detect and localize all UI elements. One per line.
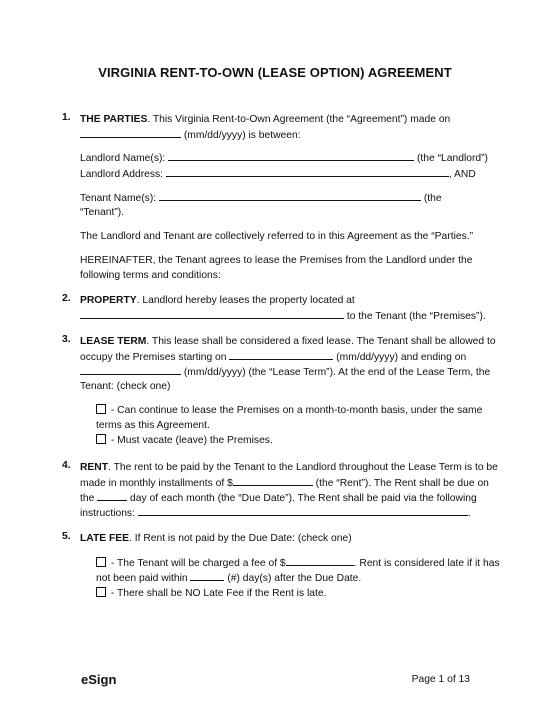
checkbox[interactable] bbox=[96, 587, 106, 597]
section-heading: PROPERTY bbox=[80, 295, 137, 306]
field-suffix: (the bbox=[420, 193, 442, 204]
hereinafter-line-1: HEREINAFTER, the Tenant agrees to lease the Premises from the Landlord under the bbox=[80, 255, 473, 266]
section-text: (the “Rent”). The Rent shall be due on bbox=[312, 478, 489, 489]
parties-note: The Landlord and Tenant are collectively referred to in this Agreement as the “Parties.” bbox=[80, 231, 474, 242]
field-label: Landlord Address: bbox=[80, 169, 166, 180]
tenant-name-line-2: “Tenant”). bbox=[80, 207, 125, 218]
section-4-line-4 bbox=[80, 505, 471, 522]
option-vacate bbox=[96, 433, 273, 449]
checkbox[interactable] bbox=[96, 404, 106, 414]
grace-days-blank[interactable] bbox=[190, 570, 224, 581]
option-text: - There shall be NO Late Fee if the Rent is late. bbox=[108, 588, 327, 599]
section-text: to the Tenant (the “Premises”). bbox=[344, 311, 486, 322]
section-3-line-1 bbox=[80, 334, 496, 350]
start-date-blank[interactable] bbox=[229, 349, 333, 360]
tenant-name-blank[interactable] bbox=[159, 190, 421, 201]
field-label: Tenant Name(s): bbox=[80, 193, 159, 204]
tenant-name-line bbox=[80, 190, 442, 207]
option-month-to-month-line-2: terms as this Agreement. bbox=[96, 420, 210, 431]
section-1-line-1 bbox=[80, 112, 450, 128]
section-number: 5. bbox=[62, 531, 71, 542]
section-text: (mm/dd/yyyy) and ending on bbox=[333, 352, 467, 363]
rent-amount-blank[interactable] bbox=[233, 475, 313, 486]
landlord-name-blank[interactable] bbox=[168, 150, 414, 161]
section-heading: LATE FEE bbox=[80, 533, 130, 544]
option-text: - Can continue to lease the Premises on a month-to-month basis, under the same bbox=[108, 405, 483, 416]
field-suffix: , AND bbox=[448, 169, 476, 180]
option-late-fee-line-2 bbox=[96, 570, 361, 587]
document-title: VIRGINIA RENT-TO-OWN (LEASE OPTION) AGREEMENT bbox=[98, 65, 452, 80]
section-text: occupy the Premises starting on bbox=[80, 352, 230, 363]
section-text: instructions: bbox=[80, 508, 138, 519]
section-5-line-1 bbox=[80, 531, 352, 547]
section-2-line-1 bbox=[80, 293, 355, 309]
option-text: - The Tenant will be charged a fee of $ bbox=[108, 558, 286, 569]
option-month-to-month bbox=[96, 403, 482, 419]
section-4-line-1 bbox=[80, 460, 498, 476]
section-1-line-2 bbox=[80, 127, 301, 144]
section-text: . This lease shall be considered a fixed lease. The Tenant shall be allowed to bbox=[146, 336, 496, 347]
option-text: not been paid within bbox=[96, 573, 191, 584]
landlord-name-line bbox=[80, 150, 488, 167]
end-date-blank[interactable] bbox=[80, 364, 181, 375]
option-text: (#) day(s) after the Due Date. bbox=[224, 573, 362, 584]
date-blank[interactable] bbox=[80, 127, 181, 138]
field-label: Landlord Name(s): bbox=[80, 153, 169, 164]
section-heading: LEASE TERM bbox=[80, 336, 147, 347]
checkbox[interactable] bbox=[96, 557, 106, 567]
section-text: . Landlord hereby leases the property located at bbox=[136, 295, 355, 306]
section-text: (mm/dd/yyyy) is between: bbox=[181, 130, 301, 141]
section-text: the bbox=[80, 493, 98, 504]
due-day-blank[interactable] bbox=[97, 490, 127, 501]
section-number: 1. bbox=[62, 112, 71, 123]
checkbox[interactable] bbox=[96, 434, 106, 444]
payment-instructions-blank[interactable] bbox=[138, 505, 468, 516]
property-address-blank[interactable] bbox=[80, 308, 344, 319]
section-text: . The rent to be paid by the Tenant to the Landlord throughout the Lease Term is to be bbox=[108, 462, 498, 473]
option-text: - Must vacate (leave) the Premises. bbox=[108, 435, 273, 446]
landlord-address-line bbox=[80, 166, 476, 183]
section-heading: THE PARTIES bbox=[80, 114, 148, 125]
landlord-address-blank[interactable] bbox=[166, 166, 449, 177]
option-no-late-fee bbox=[96, 586, 326, 602]
section-text: . If Rent is not paid by the Due Date: (check one) bbox=[129, 533, 352, 544]
section-number: 2. bbox=[62, 293, 71, 304]
section-text: (mm/dd/yyyy) (the “Lease Term”). At the end of the Lease Term, the bbox=[181, 367, 491, 378]
section-text: day of each month (the “Due Date”). The Rent shall be paid via the following bbox=[127, 493, 477, 504]
section-text: . bbox=[467, 508, 471, 519]
hereinafter-line-2: following terms and conditions: bbox=[80, 270, 221, 281]
field-suffix: (the “Landlord”) bbox=[414, 153, 488, 164]
esign-logo: eSign bbox=[81, 672, 117, 687]
section-number: 4. bbox=[62, 460, 71, 471]
section-number: 3. bbox=[62, 334, 71, 345]
section-2-line-2 bbox=[80, 308, 486, 325]
section-text: made in monthly installments of $ bbox=[80, 478, 233, 489]
late-fee-amount-blank[interactable] bbox=[286, 555, 354, 566]
section-heading: RENT bbox=[80, 462, 109, 473]
option-text: . Rent is considered late if it has bbox=[353, 558, 500, 569]
section-3-line-4: Tenant: (check one) bbox=[80, 381, 171, 392]
section-text: . This Virginia Rent-to-Own Agreement (the “Agreement”) made on bbox=[147, 114, 451, 125]
page-number: Page 1 of 13 bbox=[411, 674, 470, 685]
